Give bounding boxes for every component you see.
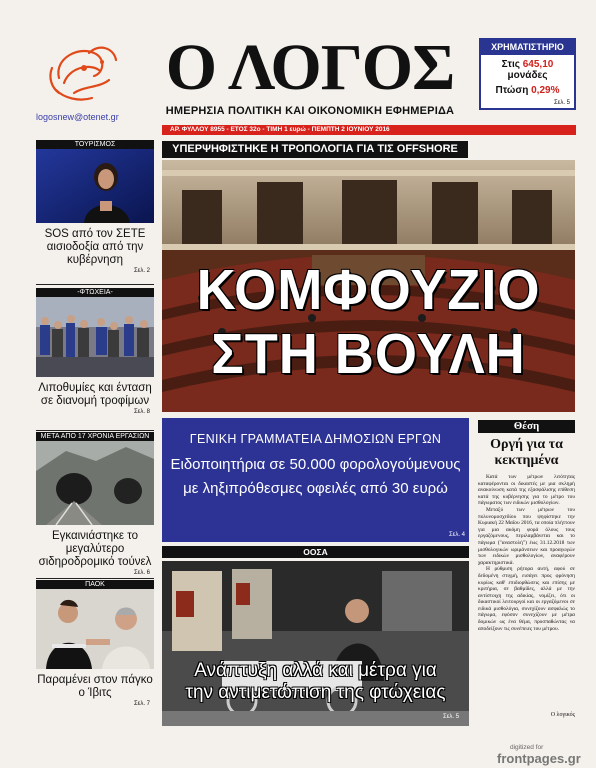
- divider: [36, 284, 154, 285]
- story-headline-line-2: με ληξιπρόθεσμες οφειλές από 30 ευρώ: [183, 480, 448, 497]
- opinion-paragraph: Μεταξύ των μέτρων του πολυνομοσχεδίου που ψηφίστηκε την Κυριακή 22 Μαΐου 2016, τα οποία πλήττουν για μια ακόμη φορά όλους τους εργαζόμενους, περιλαμβάνεται και το πάγωμα ("αναστολή") έως 31.12.2018 των μισθολογικών ωριμάνσεων και προαγωγών των ειδικών μισθολογίων, αναφέρουν χαρακτηριστικά.: [478, 506, 575, 566]
- tax-notice-story[interactable]: [162, 418, 469, 542]
- left-story-tourism[interactable]: [36, 140, 154, 274]
- opinion-title[interactable]: Οργή για τα κεκτημένα: [490, 437, 563, 468]
- story-headline: [162, 453, 469, 501]
- story-photo: [36, 149, 154, 223]
- story-photo: [36, 589, 154, 669]
- story-photo: [36, 297, 154, 377]
- stock-market-label: ΧΡΗΜΑΤΙΣΤΗΡΙΟ: [481, 40, 574, 55]
- divider: [36, 578, 154, 579]
- main-headline: [172, 258, 564, 386]
- story-headline: SOS από τον ΣΕΤΕ αισιοδοξία από την κυβέρνηση: [44, 228, 146, 266]
- contact-email[interactable]: logosnew@otenet.gr: [36, 112, 119, 122]
- left-story-poverty[interactable]: [36, 288, 154, 415]
- newspaper-subtitle: ΗΜΕΡΗΣΙΑ ΠΟΛΙΤΙΚΗ ΚΑΙ ΟΙΚΟΝΟΜΙΚΗ ΕΦΗΜΕΡΙΔΑ: [165, 105, 455, 117]
- newspaper-title: Ο ΛΟΓΟΣ: [165, 31, 455, 104]
- oecd-story-tag: ΟΟΣΑ: [162, 546, 469, 558]
- main-headline-line-2: ΣΤΗ ΒΟΥΛΗ: [211, 322, 526, 386]
- story-tag: ΜΕΤΑ ΑΠΟ 17 ΧΡΟΝΙΑ ΕΡΓΑΣΙΩΝ: [36, 432, 154, 441]
- story-tag: ΤΟΥΡΙΣΜΟΣ: [36, 140, 154, 149]
- story-kicker: ΓΕΝΙΚΗ ΓΡΑΜΜΑΤΕΙΑ ΔΗΜΟΣΙΩΝ ΕΡΓΩΝ: [189, 432, 442, 446]
- story-photo: [36, 441, 154, 525]
- newspaper-logo-mark: [44, 38, 124, 108]
- story-headline: Παραμένει στον πάγκο ο Ίβιτς: [37, 674, 153, 699]
- credit-site[interactable]: frontpages.gr: [497, 751, 581, 766]
- page-ref: Σελ. 2: [133, 268, 150, 274]
- main-headline-line-1: ΚΟΜΦΟΥΖΙΟ: [196, 258, 541, 322]
- page-ref: Σελ. 5: [443, 714, 460, 720]
- issue-info-bar: ΑΡ. ΦΥΛΛΟΥ 8955 - ΕΤΟΣ 32ο - ΤΙΜΗ 1 ευρώ - ΠΕΜΠΤΗ 2 ΙΟΥΝΙΟΥ 2016: [162, 125, 576, 135]
- oecd-story-headline: [162, 660, 469, 704]
- story-headline: Λιποθυμίες και ένταση σε διανομή τροφίμων: [38, 382, 152, 407]
- change-value: 0,29%: [531, 85, 560, 96]
- stock-market-index: [481, 59, 574, 81]
- opinion-paragraph: Η ρύθμιση ρήτορα αυτή, αφού σε δεδομένη στιγμή, εισάγει προς φρόνηση κυρίως καθ' επιδιορθώσεις και επίσης με κριτήρια, σε βαθμίδες, αλλά με την αντίστοιχη της αδικίας, νομίζει, ότι οι δικαστικοί λειτουργοί και οι εργαζόμενοι σε ειδικά μισθολόγια, συνεχίζουν ασφαλώς το πάγωμα, εφόσον συνεχίζουν με μέτρα δομικών ως ένα θέμα, προσπαθώντας να αποδείξουν τις συνέπειες του μέτρου.: [478, 566, 575, 632]
- opinion-signature: Ο λογικός: [550, 712, 575, 718]
- story-tag: ΠΑΟΚ: [36, 580, 154, 589]
- oecd-headline-line-2: την αντιμετώπιση της φτώχειας: [185, 682, 446, 703]
- index-prefix: Στις: [501, 59, 523, 70]
- page-ref: Σελ. 4: [448, 532, 465, 538]
- page-ref: Σελ. 8: [133, 409, 150, 415]
- page-ref: Σελ. 5: [553, 100, 570, 106]
- stock-market-box[interactable]: [479, 38, 576, 110]
- stock-market-change: [481, 85, 574, 96]
- page-ref: Σελ. 7: [133, 701, 150, 707]
- left-story-tunnel[interactable]: [36, 432, 154, 576]
- story-tag: -ΦΤΩΧΕΙΑ-: [36, 288, 154, 297]
- left-story-paok[interactable]: [36, 580, 154, 707]
- change-prefix: Πτώση: [495, 85, 532, 96]
- main-story-kicker: ΥΠΕΡΨΗΦΙΣΤΗΚΕ Η ΤΡΟΠΟΛΟΓΙΑ ΓΙΑ ΤΙΣ OFFSHORE: [162, 141, 468, 158]
- credit-line: digitized for: [510, 744, 544, 751]
- opinion-tag: Θέση: [478, 420, 575, 433]
- opinion-body: [478, 474, 575, 632]
- index-value: 645,10: [522, 59, 554, 70]
- story-headline-line-1: Ειδοποιητήρια σε 50.000 φορολογούμενους: [170, 456, 461, 473]
- story-headline: Εγκαινιάστηκε το μεγαλύτερο σιδηροδρομικό τούνελ: [38, 530, 152, 568]
- index-suffix: μονάδες: [507, 70, 548, 81]
- oecd-headline-line-1: Ανάπτυξη αλλά και μέτρα για: [194, 660, 437, 681]
- opinion-paragraph: Κατά των μέτρων λιτότητας καταφέρονται οι δικαστές με μια σκληρή ανακοίνωση κατά της εξασφάλισης επίθεση κατά της κυβέρνησης για το μέτρο του πάγωματος των ειδικών μισθολογίων.: [478, 474, 575, 507]
- divider: [36, 430, 154, 431]
- page-ref: Σελ. 6: [133, 570, 150, 576]
